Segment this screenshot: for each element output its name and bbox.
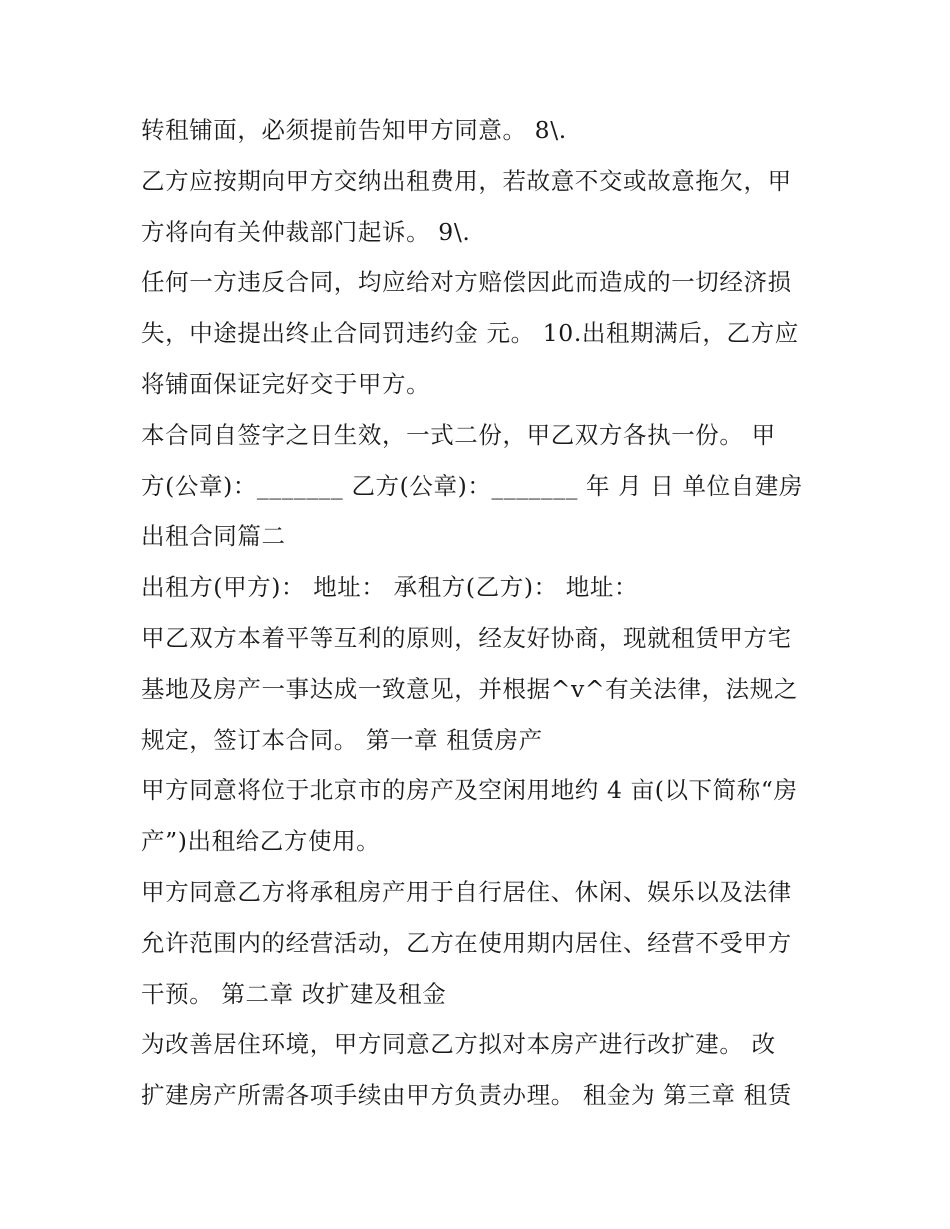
- text-line: 方(公章)：_______ 乙方(公章)：_______ 年 月 日 单位自建房: [141, 471, 804, 500]
- text-line: 失，中途提出终止合同罚违约金 元。 10.出租期满后，乙方应: [141, 319, 799, 348]
- text-line: 任何一方违反合同，均应给对方赔偿因此而造成的一切经济损: [141, 268, 792, 297]
- text-line: 乙方应按期向甲方交纳出租费用，若故意不交或故意拖欠，甲: [141, 166, 792, 195]
- text-line: 干预。 第二章 改扩建及租金: [141, 979, 447, 1008]
- text-line: 规定，签订本合同。 第一章 租赁房产: [141, 725, 543, 754]
- text-line: 为改善居住环境，甲方同意乙方拟对本房产进行改扩建。 改: [141, 1030, 776, 1059]
- text-line: 产”)出租给乙方使用。: [141, 827, 381, 856]
- text-line: 甲方同意乙方将承租房产用于自行居住、休闲、娱乐以及法律: [141, 877, 792, 906]
- text-line: 出租方(甲方)： 地址： 承租方(乙方)： 地址：: [141, 573, 639, 602]
- document-body: [141, 105, 821, 1121]
- text-line: 扩建房产所需各项手续由甲方负责办理。 租金为 第三章 租赁: [141, 1081, 792, 1110]
- section-heading: 出租合同篇二: [141, 522, 286, 551]
- text-line: 允许范围内的经营活动，乙方在使用期内居住、经营不受甲方: [141, 928, 792, 957]
- text-line: 甲方同意将位于北京市的房产及空闲用地约 4 亩(以下简称“房: [141, 776, 798, 805]
- text-line: 转租铺面，必须提前告知甲方同意。 8\.: [141, 116, 567, 144]
- text-line: 基地及房产一事达成一致意见，并根据^v^有关法律，法规之: [141, 674, 798, 703]
- text-line: 将铺面保证完好交于甲方。: [141, 369, 431, 398]
- text-line: 方将向有关仲裁部门起诉。 9\.: [141, 217, 471, 246]
- text-line: 本合同自签字之日生效，一式二份，甲乙双方各执一份。 甲: [141, 420, 776, 449]
- text-line: 甲乙双方本着平等互利的原则，经友好协商，现就租赁甲方宅: [141, 623, 792, 652]
